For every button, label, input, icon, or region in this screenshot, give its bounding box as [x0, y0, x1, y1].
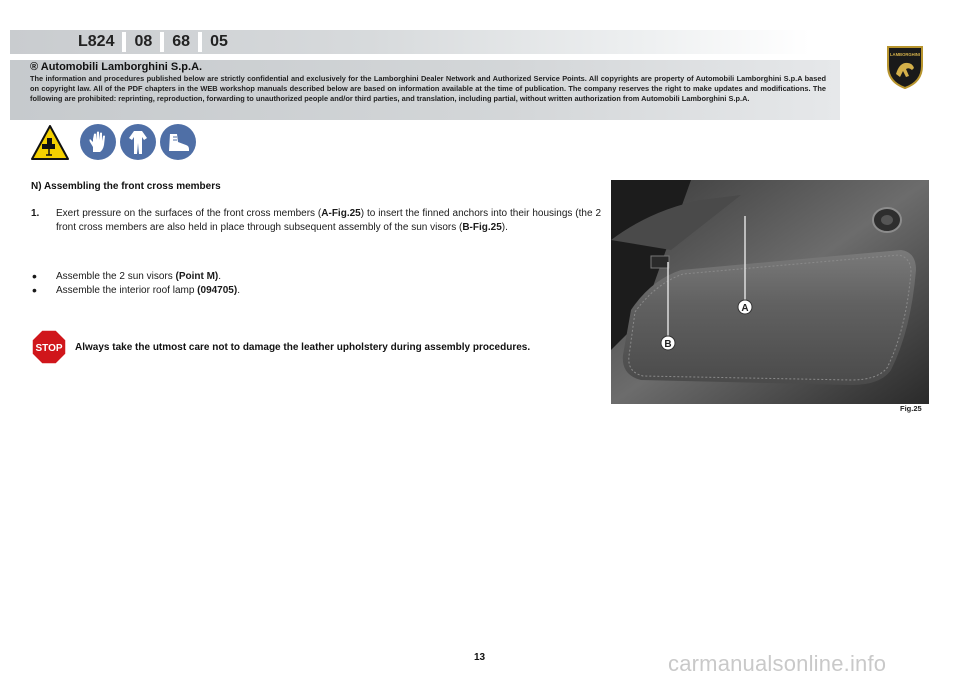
- procedure-step-1: [31, 207, 601, 235]
- code-separator: [122, 32, 126, 52]
- code-separator: [198, 32, 202, 52]
- bullet-list: [31, 270, 240, 298]
- figure-reference-b: B-Fig.25: [462, 222, 502, 233]
- bullet-item-roof-lamp: [31, 284, 240, 298]
- doc-code-model: L824: [78, 33, 115, 50]
- stop-sign-icon: [31, 329, 67, 365]
- doc-code-subgroup: 68: [172, 33, 191, 50]
- doc-code-group: 08: [134, 33, 153, 50]
- document-code: [72, 32, 234, 52]
- page-number: 13: [474, 652, 486, 663]
- bullet-text: Assemble the interior roof lamp: [56, 285, 198, 296]
- step-text-part: Exert pressure on the surfaces of the front cross members (: [56, 208, 322, 219]
- sun-visor-photo: [611, 180, 929, 404]
- safety-shoes-icon: [160, 124, 196, 160]
- figure-reference-a: A-Fig.25: [321, 208, 361, 219]
- callout-a: A: [741, 303, 749, 314]
- overalls-icon: [120, 124, 156, 160]
- step-number: 1.: [31, 208, 40, 219]
- hand-crush-warning-icon: [30, 124, 70, 162]
- notice-text: The information and procedures published below are strictly confidential and exclusively for the Lamborghini Dealer Network and Authorized Service Points. All copyrights are property of Automobili Lamborghini S.p.A based on copyright law. All of the PDF chapters in the WEB workshop manuals described below are based on information available at the time of publication. The company reserves the right to make updates and modifications. The following are prohibited: reprinting, reproduction, forwarding to unauthorized people and/or third parties, and translation, including partial, without written authorization from Automobili Lamborghini S.p.A.: [30, 74, 826, 103]
- step-text-part: ).: [501, 222, 508, 233]
- figure-caption: Fig.25: [900, 404, 922, 413]
- logo-wordmark: LAMBORGHINI: [889, 52, 921, 57]
- bullet-item-sun-visors: [31, 270, 240, 284]
- stop-warning: [31, 329, 530, 365]
- stop-sign-label: STOP: [35, 343, 63, 354]
- doc-code-section: 05: [210, 33, 228, 50]
- bullet-end: .: [218, 271, 222, 282]
- safety-gloves-icon: [80, 124, 116, 160]
- step-text-part: ) to insert the finned anchors into their housings (the 2 front cross members are also held in place through subsequent assembly of the sun visors (: [56, 208, 602, 233]
- bullet-icon: •: [32, 282, 37, 298]
- safety-icons-row: [30, 124, 196, 162]
- bullet-icon: •: [32, 268, 37, 284]
- bullet-reference: (Point M): [175, 271, 219, 282]
- code-separator: [160, 32, 164, 52]
- callout-b: B: [664, 339, 672, 350]
- bullet-end: .: [237, 285, 240, 296]
- lamborghini-logo: [885, 44, 925, 90]
- stop-warning-text: Always take the utmost care not to damage the leather upholstery during assembly procedures.: [75, 341, 531, 353]
- watermark-text: carmanualsonline.info: [668, 651, 887, 676]
- bullet-text: Assemble the 2 sun visors: [56, 271, 176, 282]
- section-title: N) Assembling the front cross members: [31, 181, 221, 192]
- bullet-reference: (094705): [197, 285, 238, 296]
- step-text: [56, 207, 601, 235]
- notice-title: ® Automobili Lamborghini S.p.A.: [30, 61, 203, 73]
